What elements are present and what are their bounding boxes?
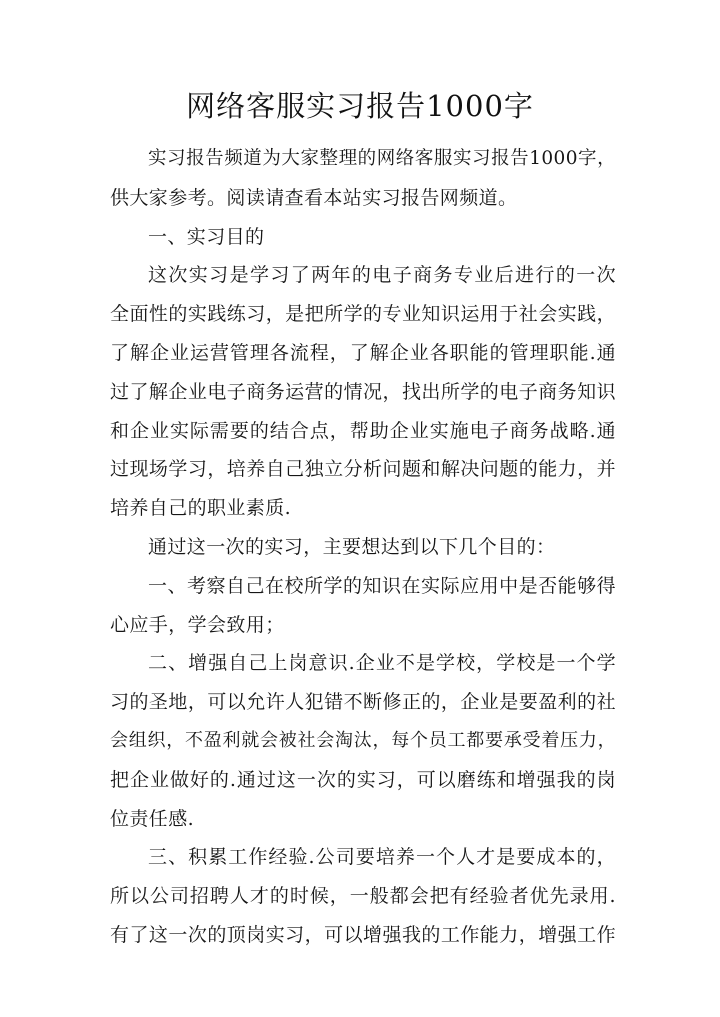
text-line: 过现场学习，培养自己独立分析问题和解决问题的能力，并 — [110, 458, 616, 481]
text-line: 三、积累工作经验.公司要培养一个人才是要成本的， — [148, 846, 616, 869]
text-line: 过了解企业电子商务运营的情况，找出所学的电子商务知识 — [110, 380, 616, 403]
text-line: 通过这一次的实习，主要想达到以下几个目的： — [148, 535, 556, 558]
text-line: 心应手，学会致用； — [110, 613, 285, 636]
text-line: 和企业实际需要的结合点，帮助企业实施电子商务战略.通 — [110, 419, 616, 442]
text-line: 实习报告频道为大家整理的网络客服实习报告1000字， — [148, 148, 616, 169]
text-line: 位责任感. — [110, 807, 195, 830]
text-line: 了解企业运营管理各流程，了解企业各职能的管理职能.通 — [110, 341, 616, 364]
text-line: 一、考察自己在校所学的知识在实际应用中是否能够得 — [148, 574, 616, 597]
text-line: 把企业做好的.通过这一次的实习，可以磨练和增强我的岗 — [110, 768, 616, 791]
text-line: 二、增强自己上岗意识.企业不是学校，学校是一个学 — [148, 652, 616, 675]
text-line: 习的圣地，可以允许人犯错不断修正的，企业是要盈利的社 — [110, 691, 616, 714]
text-line: 一、实习目的 — [148, 225, 265, 248]
text-line: 会组织，不盈利就会被社会淘汰，每个员工都要承受着压力， — [110, 729, 616, 751]
document-body — [110, 140, 616, 955]
text-line: 所以公司招聘人才的时候，一般都会把有经验者优先录用. — [110, 885, 616, 908]
text-line: 有了这一次的顶岗实习，可以增强我的工作能力，增强工作 — [110, 923, 616, 946]
text-line: 供大家参考。阅读请查看本站实习报告网频道。 — [110, 186, 518, 209]
document-title: 网络客服实习报告1000字 — [186, 89, 534, 123]
text-line: 全面性的实践练习，是把所学的专业知识运用于社会实践， — [110, 303, 616, 326]
text-line: 这次实习是学习了两年的电子商务专业后进行的一次 — [148, 264, 616, 287]
text-line: 培养自己的职业素质. — [110, 497, 292, 520]
